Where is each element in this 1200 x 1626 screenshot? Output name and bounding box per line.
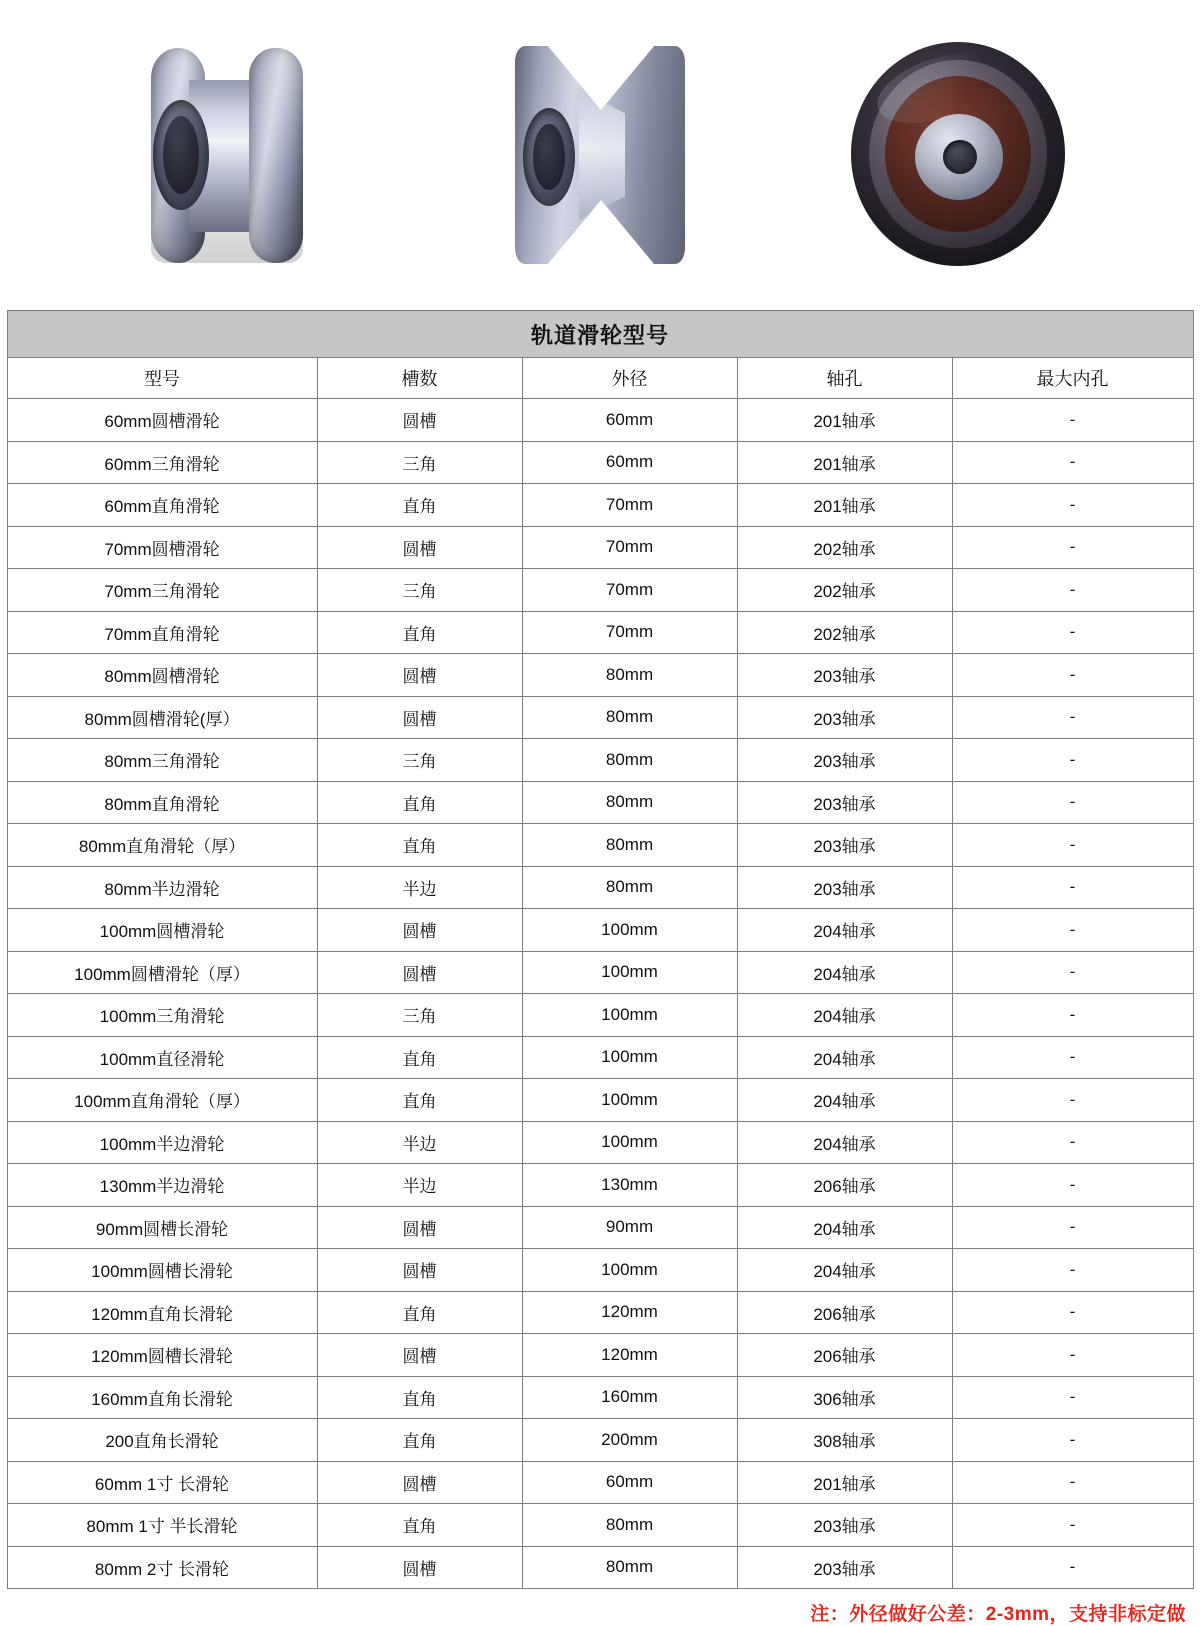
table-row — [7, 441, 1193, 484]
cell-model: 60mm 1寸 长滑轮 — [7, 1461, 317, 1504]
table-row — [7, 1121, 1193, 1164]
cell-shaft-hole: 202轴承 — [737, 526, 952, 569]
cell-max-inner-hole: - — [952, 1504, 1193, 1547]
round-groove-pulley-photo — [145, 40, 335, 270]
cell-outer-diameter: 70mm — [522, 484, 737, 527]
table-row — [7, 1164, 1193, 1207]
cell-shaft-hole: 204轴承 — [737, 1249, 952, 1292]
cell-outer-diameter: 80mm — [522, 696, 737, 739]
cell-outer-diameter: 100mm — [522, 909, 737, 952]
cell-max-inner-hole: - — [952, 1121, 1193, 1164]
table-row — [7, 1461, 1193, 1504]
cell-shaft-hole: 204轴承 — [737, 1036, 952, 1079]
cell-model: 200直角长滑轮 — [7, 1419, 317, 1462]
cell-outer-diameter: 80mm — [522, 1546, 737, 1589]
cell-model: 100mm半边滑轮 — [7, 1121, 317, 1164]
cell-outer-diameter: 70mm — [522, 611, 737, 654]
cell-shaft-hole: 203轴承 — [737, 866, 952, 909]
column-header-model: 型号 — [7, 358, 317, 399]
cell-model: 80mm直角滑轮（厚） — [7, 824, 317, 867]
table-header-row — [7, 358, 1193, 399]
table-row — [7, 484, 1193, 527]
cell-outer-diameter: 80mm — [522, 824, 737, 867]
cell-groove: 圆槽 — [317, 951, 522, 994]
cell-max-inner-hole: - — [952, 994, 1193, 1037]
cell-max-inner-hole: - — [952, 611, 1193, 654]
cell-shaft-hole: 203轴承 — [737, 654, 952, 697]
cell-max-inner-hole: - — [952, 526, 1193, 569]
table-row — [7, 1079, 1193, 1122]
cell-outer-diameter: 80mm — [522, 654, 737, 697]
cell-model: 100mm圆槽长滑轮 — [7, 1249, 317, 1292]
cell-groove: 圆槽 — [317, 399, 522, 442]
cell-outer-diameter: 100mm — [522, 1121, 737, 1164]
cell-max-inner-hole: - — [952, 441, 1193, 484]
table-row — [7, 1249, 1193, 1292]
table-row — [7, 1036, 1193, 1079]
cell-shaft-hole: 204轴承 — [737, 951, 952, 994]
cell-groove: 三角 — [317, 569, 522, 612]
table-row — [7, 611, 1193, 654]
cell-outer-diameter: 100mm — [522, 1036, 737, 1079]
cell-model: 120mm圆槽长滑轮 — [7, 1334, 317, 1377]
table-row — [7, 824, 1193, 867]
cell-shaft-hole: 204轴承 — [737, 994, 952, 1037]
cell-max-inner-hole: - — [952, 951, 1193, 994]
cell-max-inner-hole: - — [952, 1206, 1193, 1249]
cell-shaft-hole: 306轴承 — [737, 1376, 952, 1419]
cell-groove: 圆槽 — [317, 1461, 522, 1504]
wheel-bore — [943, 140, 977, 174]
table-row — [7, 1376, 1193, 1419]
cell-groove: 直角 — [317, 484, 522, 527]
cell-groove: 圆槽 — [317, 909, 522, 952]
rail-pulley-spec-table — [7, 310, 1194, 1589]
cell-groove: 直角 — [317, 1419, 522, 1462]
column-header-max-inner-hole: 最大内孔 — [952, 358, 1193, 399]
table-row — [7, 526, 1193, 569]
cell-groove: 半边 — [317, 1121, 522, 1164]
cell-outer-diameter: 60mm — [522, 1461, 737, 1504]
cell-groove: 直角 — [317, 1504, 522, 1547]
table-row — [7, 399, 1193, 442]
cell-max-inner-hole: - — [952, 866, 1193, 909]
cell-outer-diameter: 60mm — [522, 399, 737, 442]
cell-groove: 圆槽 — [317, 1206, 522, 1249]
cell-max-inner-hole: - — [952, 1546, 1193, 1589]
v-groove-pulley-photo — [505, 40, 695, 270]
cell-shaft-hole: 206轴承 — [737, 1334, 952, 1377]
table-title: 轨道滑轮型号 — [7, 311, 1193, 358]
cell-model: 130mm半边滑轮 — [7, 1164, 317, 1207]
cell-model: 90mm圆槽长滑轮 — [7, 1206, 317, 1249]
cell-groove: 直角 — [317, 1376, 522, 1419]
cell-groove: 直角 — [317, 824, 522, 867]
cell-groove: 圆槽 — [317, 696, 522, 739]
cell-model: 160mm直角长滑轮 — [7, 1376, 317, 1419]
table-row — [7, 739, 1193, 782]
dark-flanged-wheel-photo — [845, 40, 1075, 270]
cell-groove: 三角 — [317, 441, 522, 484]
cell-shaft-hole: 308轴承 — [737, 1419, 952, 1462]
cell-outer-diameter: 80mm — [522, 1504, 737, 1547]
cell-model: 120mm直角长滑轮 — [7, 1291, 317, 1334]
product-image-strip — [0, 0, 1200, 310]
cell-outer-diameter: 160mm — [522, 1376, 737, 1419]
cell-groove: 直角 — [317, 611, 522, 654]
table-row — [7, 1419, 1193, 1462]
cell-max-inner-hole: - — [952, 1164, 1193, 1207]
cell-model: 80mm三角滑轮 — [7, 739, 317, 782]
cell-groove: 圆槽 — [317, 654, 522, 697]
tolerance-footnote: 注：外径做好公差：2-3mm，支持非标定做 — [810, 1604, 1186, 1625]
table-row — [7, 866, 1193, 909]
cell-model: 80mm 2寸 长滑轮 — [7, 1546, 317, 1589]
cell-max-inner-hole: - — [952, 1376, 1193, 1419]
cell-max-inner-hole: - — [952, 569, 1193, 612]
cell-max-inner-hole: - — [952, 1249, 1193, 1292]
cell-outer-diameter: 100mm — [522, 951, 737, 994]
cell-groove: 圆槽 — [317, 526, 522, 569]
cell-outer-diameter: 70mm — [522, 526, 737, 569]
column-header-outer-diameter: 外径 — [522, 358, 737, 399]
cell-outer-diameter: 130mm — [522, 1164, 737, 1207]
cell-model: 60mm三角滑轮 — [7, 441, 317, 484]
table-row — [7, 654, 1193, 697]
cell-max-inner-hole: - — [952, 824, 1193, 867]
cell-max-inner-hole: - — [952, 1334, 1193, 1377]
v-pulley-bore-inner — [533, 124, 565, 190]
cell-outer-diameter: 60mm — [522, 441, 737, 484]
cell-model: 70mm三角滑轮 — [7, 569, 317, 612]
table-row — [7, 909, 1193, 952]
product-image-v-groove-pulley — [480, 35, 720, 275]
column-header-shaft-hole: 轴孔 — [737, 358, 952, 399]
cell-max-inner-hole: - — [952, 909, 1193, 952]
cell-outer-diameter: 80mm — [522, 739, 737, 782]
pulley-bore-inner — [163, 116, 199, 194]
cell-shaft-hole: 206轴承 — [737, 1291, 952, 1334]
cell-shaft-hole: 201轴承 — [737, 441, 952, 484]
cell-model: 80mm半边滑轮 — [7, 866, 317, 909]
cell-groove: 圆槽 — [317, 1249, 522, 1292]
table-row — [7, 696, 1193, 739]
cell-outer-diameter: 70mm — [522, 569, 737, 612]
table-title-row — [7, 311, 1193, 358]
table-row — [7, 1291, 1193, 1334]
cell-max-inner-hole: - — [952, 696, 1193, 739]
cell-outer-diameter: 100mm — [522, 994, 737, 1037]
cell-shaft-hole: 204轴承 — [737, 909, 952, 952]
cell-model: 70mm圆槽滑轮 — [7, 526, 317, 569]
cell-groove: 直角 — [317, 1036, 522, 1079]
cell-groove: 半边 — [317, 866, 522, 909]
cell-model: 80mm直角滑轮 — [7, 781, 317, 824]
cell-model: 80mm圆槽滑轮 — [7, 654, 317, 697]
table-row — [7, 1206, 1193, 1249]
cell-model: 60mm圆槽滑轮 — [7, 399, 317, 442]
cell-max-inner-hole: - — [952, 399, 1193, 442]
cell-model: 70mm直角滑轮 — [7, 611, 317, 654]
cell-outer-diameter: 80mm — [522, 866, 737, 909]
cell-shaft-hole: 203轴承 — [737, 1546, 952, 1589]
cell-groove: 直角 — [317, 781, 522, 824]
cell-shaft-hole: 204轴承 — [737, 1206, 952, 1249]
table-row — [7, 1504, 1193, 1547]
pulley-flange-right — [249, 48, 303, 263]
cell-groove: 圆槽 — [317, 1546, 522, 1589]
cell-model: 100mm圆槽滑轮 — [7, 909, 317, 952]
cell-model: 100mm圆槽滑轮（厚） — [7, 951, 317, 994]
cell-model: 80mm圆槽滑轮(厚） — [7, 696, 317, 739]
cell-shaft-hole: 203轴承 — [737, 739, 952, 782]
cell-outer-diameter: 120mm — [522, 1291, 737, 1334]
column-header-groove: 槽数 — [317, 358, 522, 399]
cell-groove: 三角 — [317, 739, 522, 782]
v-pulley-groove-top-cut — [543, 40, 659, 110]
v-pulley-groove-bottom-cut — [543, 200, 659, 270]
cell-shaft-hole: 202轴承 — [737, 569, 952, 612]
table-row — [7, 1546, 1193, 1589]
cell-outer-diameter: 80mm — [522, 781, 737, 824]
cell-model: 100mm直径滑轮 — [7, 1036, 317, 1079]
table-row — [7, 951, 1193, 994]
cell-shaft-hole: 203轴承 — [737, 1504, 952, 1547]
cell-shaft-hole: 201轴承 — [737, 1461, 952, 1504]
cell-max-inner-hole: - — [952, 1419, 1193, 1462]
cell-model: 100mm三角滑轮 — [7, 994, 317, 1037]
cell-groove: 半边 — [317, 1164, 522, 1207]
cell-max-inner-hole: - — [952, 1461, 1193, 1504]
table-row — [7, 994, 1193, 1037]
product-image-round-groove-pulley — [120, 35, 360, 275]
cell-groove: 直角 — [317, 1291, 522, 1334]
cell-outer-diameter: 100mm — [522, 1249, 737, 1292]
cell-groove: 三角 — [317, 994, 522, 1037]
cell-outer-diameter: 90mm — [522, 1206, 737, 1249]
table-row — [7, 1334, 1193, 1377]
cell-max-inner-hole: - — [952, 484, 1193, 527]
cell-max-inner-hole: - — [952, 1036, 1193, 1079]
cell-max-inner-hole: - — [952, 781, 1193, 824]
cell-shaft-hole: 206轴承 — [737, 1164, 952, 1207]
cell-shaft-hole: 201轴承 — [737, 484, 952, 527]
table-body — [7, 399, 1193, 1589]
product-image-dark-flanged-wheel — [840, 35, 1080, 275]
table-row — [7, 569, 1193, 612]
cell-max-inner-hole: - — [952, 1291, 1193, 1334]
cell-model: 60mm直角滑轮 — [7, 484, 317, 527]
cell-max-inner-hole: - — [952, 739, 1193, 782]
cell-outer-diameter: 120mm — [522, 1334, 737, 1377]
cell-shaft-hole: 203轴承 — [737, 781, 952, 824]
cell-shaft-hole: 202轴承 — [737, 611, 952, 654]
cell-outer-diameter: 200mm — [522, 1419, 737, 1462]
table-row — [7, 781, 1193, 824]
cell-shaft-hole: 203轴承 — [737, 824, 952, 867]
cell-shaft-hole: 204轴承 — [737, 1079, 952, 1122]
cell-shaft-hole: 203轴承 — [737, 696, 952, 739]
cell-outer-diameter: 100mm — [522, 1079, 737, 1122]
cell-max-inner-hole: - — [952, 1079, 1193, 1122]
cell-shaft-hole: 201轴承 — [737, 399, 952, 442]
cell-shaft-hole: 204轴承 — [737, 1121, 952, 1164]
cell-model: 80mm 1寸 半长滑轮 — [7, 1504, 317, 1547]
cell-groove: 直角 — [317, 1079, 522, 1122]
cell-max-inner-hole: - — [952, 654, 1193, 697]
cell-model: 100mm直角滑轮（厚） — [7, 1079, 317, 1122]
cell-groove: 圆槽 — [317, 1334, 522, 1377]
